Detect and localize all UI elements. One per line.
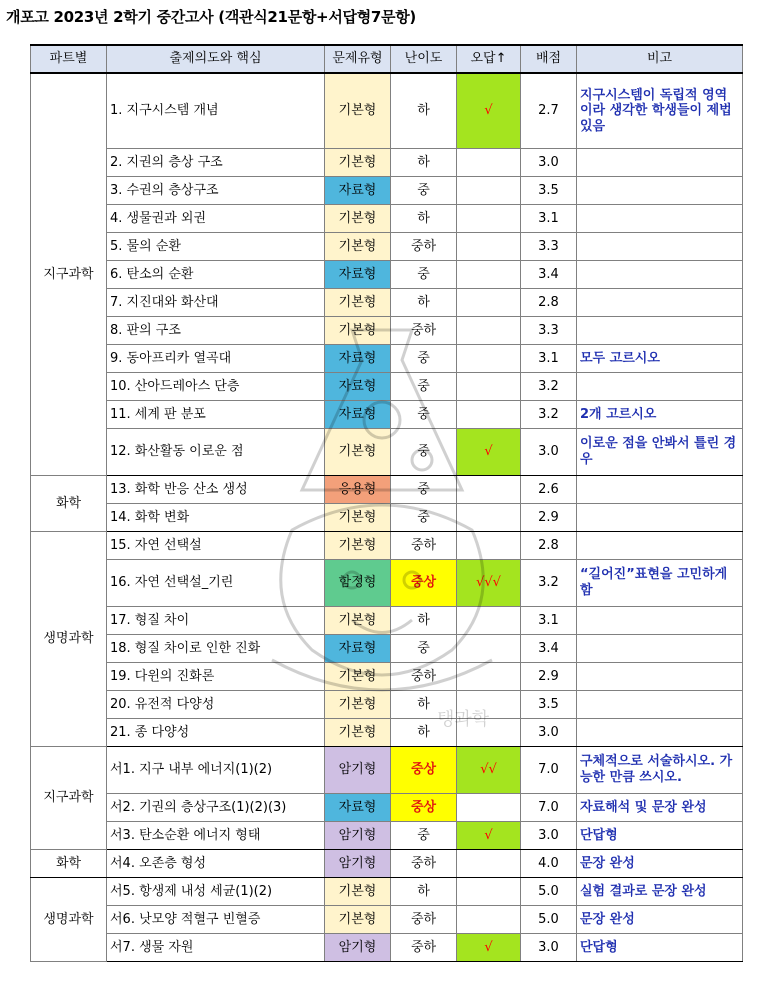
table-row [31, 719, 743, 747]
difficulty-cell: 하 [391, 289, 457, 317]
difficulty-cell: 중하 [391, 934, 457, 962]
score-cell: 3.0 [521, 822, 577, 850]
type-cell: 기본형 [325, 73, 391, 149]
header-score: 배점 [521, 45, 577, 73]
table-row [31, 504, 743, 532]
score-cell: 3.0 [521, 719, 577, 747]
question-cell: 20. 유전적 다양성 [107, 691, 325, 719]
wrong-cell [457, 205, 521, 233]
wrong-cell [457, 504, 521, 532]
type-cell: 기본형 [325, 663, 391, 691]
wrong-cell: √ [457, 822, 521, 850]
table-row [31, 878, 743, 906]
difficulty-cell: 하 [391, 719, 457, 747]
question-cell: 서2. 기권의 층상구조(1)(2)(3) [107, 794, 325, 822]
question-cell: 서5. 항생제 내성 세균(1)(2) [107, 878, 325, 906]
difficulty-cell: 하 [391, 73, 457, 149]
question-cell: 서6. 낫모양 적혈구 빈혈증 [107, 906, 325, 934]
score-cell: 3.4 [521, 635, 577, 663]
difficulty-cell: 중 [391, 504, 457, 532]
table-row [31, 345, 743, 373]
note-cell: 문장 완성 [577, 906, 743, 934]
score-cell: 3.2 [521, 401, 577, 429]
wrong-cell [457, 289, 521, 317]
wrong-cell [457, 607, 521, 635]
question-cell: 6. 탄소의 순환 [107, 261, 325, 289]
type-cell: 기본형 [325, 532, 391, 560]
note-cell [577, 476, 743, 504]
part-cell: 화학 [31, 476, 107, 532]
score-cell: 7.0 [521, 747, 577, 794]
score-cell: 5.0 [521, 878, 577, 906]
wrong-cell [457, 663, 521, 691]
table-row [31, 635, 743, 663]
type-cell: 기본형 [325, 233, 391, 261]
page-title: 개포고 2023년 2학기 중간고사 (객관식21문항+서답형7문항) [6, 8, 416, 26]
table-row [31, 233, 743, 261]
wrong-cell [457, 373, 521, 401]
table-row [31, 906, 743, 934]
difficulty-cell: 중하 [391, 233, 457, 261]
question-cell: 5. 물의 순환 [107, 233, 325, 261]
header-intent: 출제의도와 핵심 [107, 45, 325, 73]
score-cell: 3.2 [521, 560, 577, 607]
type-cell: 기본형 [325, 289, 391, 317]
note-cell: 구체적으로 서술하시오. 가능한 만큼 쓰시오. [577, 747, 743, 794]
note-cell: 실험 결과로 문장 완성 [577, 878, 743, 906]
table-row [31, 429, 743, 476]
difficulty-cell: 중 [391, 401, 457, 429]
type-cell: 기본형 [325, 149, 391, 177]
difficulty-cell: 중 [391, 429, 457, 476]
note-cell: 모두 고르시오 [577, 345, 743, 373]
difficulty-cell: 중하 [391, 532, 457, 560]
type-cell: 기본형 [325, 607, 391, 635]
table-row [31, 261, 743, 289]
table-row [31, 532, 743, 560]
wrong-cell: √√ [457, 747, 521, 794]
part-cell: 지구과학 [31, 747, 107, 850]
wrong-cell [457, 691, 521, 719]
score-cell: 3.5 [521, 691, 577, 719]
wrong-cell [457, 532, 521, 560]
question-cell: 21. 종 다양성 [107, 719, 325, 747]
question-cell: 15. 자연 선택설 [107, 532, 325, 560]
type-cell: 암기형 [325, 747, 391, 794]
note-cell [577, 532, 743, 560]
wrong-cell [457, 233, 521, 261]
difficulty-cell: 중 [391, 261, 457, 289]
note-cell [577, 504, 743, 532]
note-cell [577, 663, 743, 691]
question-cell: 2. 지권의 층상 구조 [107, 149, 325, 177]
type-cell: 암기형 [325, 934, 391, 962]
wrong-cell [457, 476, 521, 504]
score-cell: 3.5 [521, 177, 577, 205]
wrong-cell [457, 906, 521, 934]
table-row [31, 822, 743, 850]
question-cell: 3. 수권의 층상구조 [107, 177, 325, 205]
difficulty-cell: 중 [391, 822, 457, 850]
difficulty-cell: 중상 [391, 560, 457, 607]
score-cell: 3.3 [521, 233, 577, 261]
table-row [31, 850, 743, 878]
type-cell: 자료형 [325, 261, 391, 289]
note-cell: 2개 고르시오 [577, 401, 743, 429]
difficulty-cell: 중상 [391, 747, 457, 794]
difficulty-cell: 중 [391, 345, 457, 373]
wrong-cell: √ [457, 429, 521, 476]
note-cell: 지구시스템이 독립적 영역이라 생각한 학생들이 제법 있음 [577, 73, 743, 149]
question-cell: 14. 화학 변화 [107, 504, 325, 532]
score-cell: 3.0 [521, 429, 577, 476]
table-row [31, 205, 743, 233]
part-cell: 지구과학 [31, 73, 107, 476]
header-difficulty: 난이도 [391, 45, 457, 73]
table-row [31, 560, 743, 607]
wrong-cell: √ [457, 934, 521, 962]
table-row [31, 177, 743, 205]
watermark-text: 탱과학 [437, 709, 490, 730]
wrong-cell [457, 261, 521, 289]
type-cell: 기본형 [325, 878, 391, 906]
question-cell: 7. 지진대와 화산대 [107, 289, 325, 317]
wrong-cell [457, 719, 521, 747]
note-cell [577, 149, 743, 177]
note-cell [577, 289, 743, 317]
type-cell: 자료형 [325, 635, 391, 663]
question-cell: 1. 지구시스템 개념 [107, 73, 325, 149]
header-wrong: 오답↑ [457, 45, 521, 73]
question-cell: 17. 형질 차이 [107, 607, 325, 635]
question-cell: 16. 자연 선택설_기린 [107, 560, 325, 607]
difficulty-cell: 중 [391, 373, 457, 401]
type-cell: 암기형 [325, 822, 391, 850]
score-cell: 4.0 [521, 850, 577, 878]
type-cell: 함정형 [325, 560, 391, 607]
note-cell [577, 317, 743, 345]
difficulty-cell: 중상 [391, 794, 457, 822]
question-cell: 12. 화산활동 이로운 점 [107, 429, 325, 476]
difficulty-cell: 하 [391, 607, 457, 635]
table-row [31, 747, 743, 794]
type-cell: 자료형 [325, 794, 391, 822]
table-row [31, 373, 743, 401]
difficulty-cell: 하 [391, 878, 457, 906]
note-cell: 자료해석 및 문장 완성 [577, 794, 743, 822]
difficulty-cell: 중하 [391, 850, 457, 878]
score-cell: 3.1 [521, 345, 577, 373]
score-cell: 3.3 [521, 317, 577, 345]
type-cell: 응용형 [325, 476, 391, 504]
question-cell: 8. 판의 구조 [107, 317, 325, 345]
question-cell: 19. 다윈의 진화론 [107, 663, 325, 691]
note-cell [577, 719, 743, 747]
score-cell: 2.9 [521, 504, 577, 532]
header-row [31, 45, 743, 73]
score-cell: 3.4 [521, 261, 577, 289]
note-cell [577, 373, 743, 401]
note-cell [577, 177, 743, 205]
question-cell: 서1. 지구 내부 에너지(1)(2) [107, 747, 325, 794]
note-cell [577, 261, 743, 289]
wrong-cell [457, 635, 521, 663]
exam-analysis-table [30, 44, 743, 962]
score-cell: 2.9 [521, 663, 577, 691]
wrong-cell [457, 149, 521, 177]
table-row [31, 691, 743, 719]
score-cell: 7.0 [521, 794, 577, 822]
table-row [31, 607, 743, 635]
question-cell: 서7. 생물 자원 [107, 934, 325, 962]
difficulty-cell: 하 [391, 149, 457, 177]
question-cell: 11. 세계 판 분포 [107, 401, 325, 429]
header-note: 비고 [577, 45, 743, 73]
type-cell: 자료형 [325, 373, 391, 401]
wrong-cell [457, 878, 521, 906]
score-cell: 3.2 [521, 373, 577, 401]
score-cell: 3.1 [521, 205, 577, 233]
difficulty-cell: 중하 [391, 317, 457, 345]
part-cell: 생명과학 [31, 878, 107, 962]
score-cell: 5.0 [521, 906, 577, 934]
table-row [31, 663, 743, 691]
note-cell: 이로운 점을 안봐서 틀린 경우 [577, 429, 743, 476]
question-cell: 4. 생물권과 외권 [107, 205, 325, 233]
type-cell: 기본형 [325, 317, 391, 345]
difficulty-cell: 중하 [391, 906, 457, 934]
difficulty-cell: 중 [391, 476, 457, 504]
score-cell: 2.8 [521, 289, 577, 317]
score-cell: 3.0 [521, 149, 577, 177]
score-cell: 2.6 [521, 476, 577, 504]
question-cell: 서4. 오존층 형성 [107, 850, 325, 878]
difficulty-cell: 중 [391, 635, 457, 663]
note-cell [577, 691, 743, 719]
type-cell: 암기형 [325, 850, 391, 878]
table-row [31, 934, 743, 962]
type-cell: 기본형 [325, 719, 391, 747]
type-cell: 자료형 [325, 345, 391, 373]
table-row [31, 317, 743, 345]
note-cell [577, 233, 743, 261]
table-row [31, 73, 743, 149]
note-cell: 단답형 [577, 934, 743, 962]
score-cell: 2.8 [521, 532, 577, 560]
type-cell: 기본형 [325, 691, 391, 719]
note-cell [577, 635, 743, 663]
type-cell: 기본형 [325, 906, 391, 934]
table-row [31, 149, 743, 177]
wrong-cell: √√√ [457, 560, 521, 607]
wrong-cell [457, 794, 521, 822]
question-cell: 서3. 탄소순환 에너지 형태 [107, 822, 325, 850]
table-row [31, 476, 743, 504]
score-cell: 3.1 [521, 607, 577, 635]
part-cell: 생명과학 [31, 532, 107, 747]
table-row [31, 289, 743, 317]
table-row [31, 401, 743, 429]
wrong-cell [457, 401, 521, 429]
part-cell: 화학 [31, 850, 107, 878]
question-cell: 13. 화학 반응 산소 생성 [107, 476, 325, 504]
wrong-cell [457, 345, 521, 373]
type-cell: 자료형 [325, 401, 391, 429]
type-cell: 기본형 [325, 205, 391, 233]
note-cell [577, 607, 743, 635]
wrong-cell [457, 177, 521, 205]
wrong-cell: √ [457, 73, 521, 149]
wrong-cell [457, 850, 521, 878]
wrong-cell [457, 317, 521, 345]
type-cell: 자료형 [325, 177, 391, 205]
table-row [31, 794, 743, 822]
type-cell: 기본형 [325, 429, 391, 476]
header-type: 문제유형 [325, 45, 391, 73]
note-cell: 단답형 [577, 822, 743, 850]
type-cell: 기본형 [325, 504, 391, 532]
question-cell: 10. 산아드레아스 단층 [107, 373, 325, 401]
note-cell: “길어진”표현을 고민하게 함 [577, 560, 743, 607]
difficulty-cell: 중하 [391, 663, 457, 691]
question-cell: 9. 동아프리카 열곡대 [107, 345, 325, 373]
score-cell: 2.7 [521, 73, 577, 149]
header-part: 파트별 [31, 45, 107, 73]
note-cell [577, 205, 743, 233]
difficulty-cell: 중 [391, 177, 457, 205]
score-cell: 3.0 [521, 934, 577, 962]
note-cell: 문장 완성 [577, 850, 743, 878]
difficulty-cell: 하 [391, 691, 457, 719]
question-cell: 18. 형질 차이로 인한 진화 [107, 635, 325, 663]
difficulty-cell: 하 [391, 205, 457, 233]
